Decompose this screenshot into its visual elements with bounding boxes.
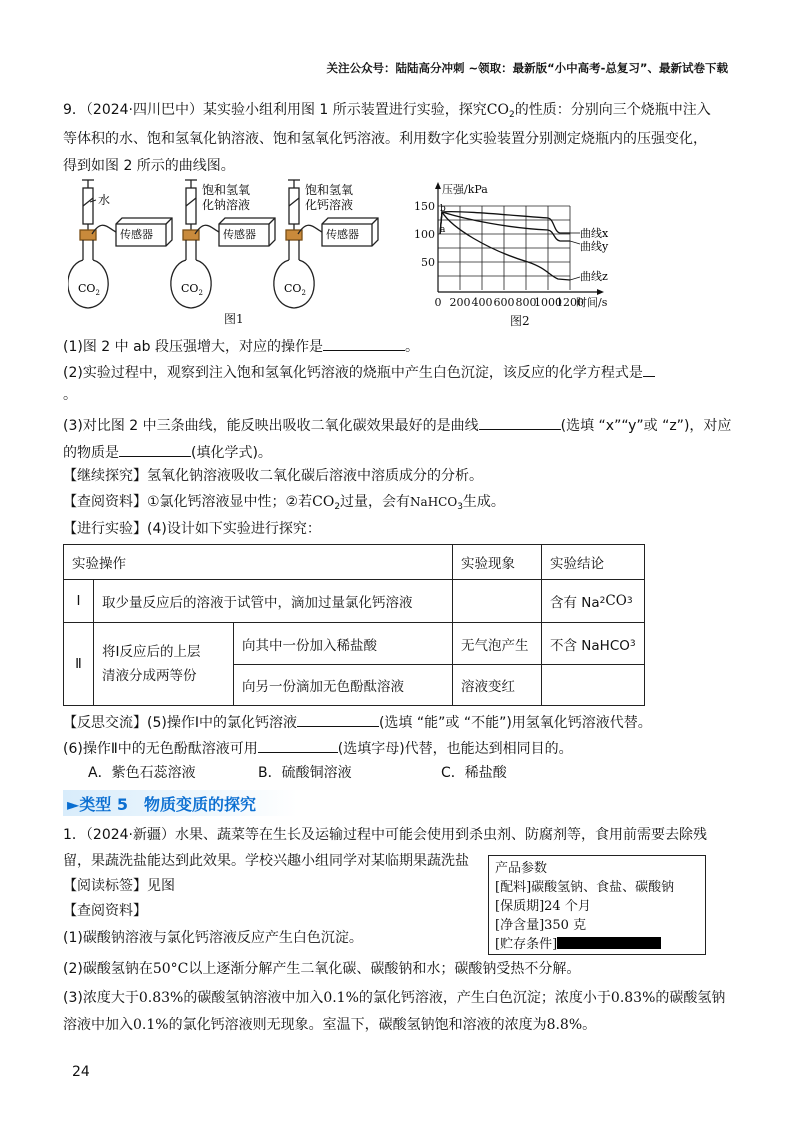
answer-blank-4[interactable]	[119, 442, 191, 457]
q9-line3: 得到如图 2 所示的曲线图。	[63, 158, 235, 174]
q9-continue-explore: 【继续探究】氢氧化钠溶液吸收二氧化碳后溶液中溶质成分的分析。	[63, 468, 483, 484]
answer-blank-1[interactable]	[323, 336, 405, 351]
experiment-table	[63, 544, 645, 706]
q1-info-3: (3)浓度大于0.83%的碳酸氢钠溶液中加入0.1%的氯化钙溶液，产生白色沉淀；浓度小于0.83%的碳酸氢钠	[63, 990, 726, 1006]
params-net-content: [净含量]350 克	[495, 918, 587, 933]
q9-line2: 等体积的水、饱和氢氧化钠溶液、饱和氢氧化钙溶液。利用数字化实验装置分别测定烧瓶内的压强变化，	[63, 131, 707, 147]
row1-number: Ⅰ	[63, 579, 94, 623]
q1-read-label: 【阅读标签】见图	[63, 878, 175, 894]
sensor-label-1: 传感器	[120, 228, 153, 241]
x-tick-label: 600	[493, 296, 515, 309]
q9-line1: 9．（2024·四川巴中）某实验小组利用图 1 所示装置进行实验，探究$CO_2$的性质：分别向三个烧瓶中注入	[63, 102, 711, 120]
curve-label-x: 曲线x	[580, 227, 609, 240]
q1-info-title: 【查阅资料】	[63, 903, 147, 919]
row1-operation: 取少量反应后的溶液于试管中，滴加过量氯化钙溶液	[93, 579, 453, 623]
x-tick-label: 1000	[534, 296, 562, 309]
x-tick-label: 800	[515, 296, 537, 309]
figure2-caption: 图2	[510, 314, 530, 328]
q1-line2: 留，果蔬洗盐能达到此效果。学校兴趣小组同学对某临期果蔬洗盐	[63, 853, 469, 869]
option-b: B．硫酸铜溶液	[258, 765, 352, 781]
row1-phenomenon[interactable]	[452, 579, 542, 623]
params-storage: [贮存条件]	[495, 935, 705, 954]
fig1-label-caoh-2: 化钙溶液	[305, 198, 354, 212]
q1-info-3-cont: 溶液中加入0.1%的氯化钙溶液则无现象。室温下，碳酸氢钠饱和溶液的浓度为8.8%。	[63, 1017, 597, 1033]
sensor-label-3: 传感器	[326, 228, 359, 241]
x-tick-label: 1200	[556, 296, 584, 309]
point-label-a: a	[440, 225, 446, 235]
curve-label-y: 曲线y	[580, 240, 609, 253]
x-tick-label: 0	[434, 296, 442, 309]
fig1-label-naoh-1: 饱和氢氧	[202, 183, 251, 197]
table-header-operation: 实验操作	[63, 544, 453, 580]
product-params-box	[488, 855, 706, 955]
figure2-pressure-chart	[408, 180, 648, 320]
flask-label-3: $CO_2$	[284, 282, 306, 297]
x-tick-label: 400	[471, 296, 493, 309]
row2a-phenomenon: 无气泡产生	[452, 622, 542, 665]
q9-part3-line2: 的物质是 (填化学式)。	[63, 442, 272, 462]
q9-info: 【查阅资料】①氯化钙溶液显中性；②若$CO_2$过量，会有NaHCO$_3$生成。	[63, 494, 505, 512]
table-header-conclusion: 实验结论	[541, 544, 645, 580]
row2a-conclusion: 不含 NaHCO 3	[541, 622, 645, 665]
answer-blank-3[interactable]	[479, 415, 561, 430]
answer-blank-5[interactable]	[297, 712, 379, 727]
row1-conclusion: 含有 Na 2 CO 3	[541, 579, 645, 623]
row2a-operation: 向其中一份加入稀盐酸	[233, 622, 453, 665]
answer-blank-2[interactable]	[643, 362, 655, 377]
q9-part2-end: 。	[63, 387, 77, 403]
q9-part5: 【反思交流】(5)操作Ⅰ中的氯化钙溶液 (选填 “能”或 “不能”)用氢氧化钙溶液代替。	[63, 712, 652, 732]
figure1-caption: 图1	[224, 312, 244, 326]
y-axis-title: 压强/kPa	[442, 183, 488, 196]
fig1-label-caoh-1: 饱和氢氧	[305, 183, 354, 197]
row2b-operation: 向另一份滴加无色酚酞溶液	[233, 664, 453, 706]
flask-label-1: $CO_2$	[78, 282, 100, 297]
q9-part3-line1: (3)对比图 2 中三条曲线，能反映出吸收二氧化碳效果最好的是曲线 (选填 “x”“y”或 “z”)，对应	[63, 415, 731, 435]
page-header: 关注公众号：陆陆高分冲刺 ~领取：最新版“小中高考-总复习”、最新试卷下载	[326, 61, 728, 75]
point-label-b: b	[440, 204, 446, 214]
option-c: C．稀盐酸	[441, 765, 507, 781]
q9-part6: (6)操作Ⅱ中的无色酚酞溶液可用 (选填字母)代替，也能达到相同目的。	[63, 738, 573, 758]
flask-label-2: $CO_2$	[181, 282, 203, 297]
q1-info-2: (2)碳酸氢钠在50°C以上逐渐分解产生二氧化碳、碳酸钠和水；碳酸钠受热不分解。	[63, 961, 581, 977]
q1-info-1: (1)碳酸钠溶液与氯化钙溶液反应产生白色沉淀。	[63, 930, 363, 946]
redaction-bar	[557, 937, 661, 949]
curve-label-z: 曲线z	[580, 270, 608, 283]
row2-number: Ⅱ	[63, 622, 94, 706]
y-tick-label: 50	[421, 256, 435, 269]
y-tick-label: 100	[414, 228, 435, 241]
x-tick-label: 200	[449, 296, 471, 309]
params-ingredients: [配料]碳酸氢钠、食盐、碳酸钠	[495, 880, 675, 895]
q9-experiment: 【进行实验】(4)设计如下实验进行探究：	[63, 521, 321, 537]
params-title: 产品参数	[495, 861, 548, 876]
answer-blank-6[interactable]	[258, 738, 338, 753]
row2-operation: 将Ⅰ反应后的上层 清液分成两等份	[93, 622, 234, 706]
fig1-label-naoh-2: 化钠溶液	[202, 198, 251, 212]
q9-part1: (1)图 2 中 ab 段压强增大，对应的操作是 。	[63, 336, 419, 356]
figure1-apparatus	[68, 178, 388, 328]
option-a: A．紫色石蕊溶液	[88, 765, 196, 781]
page-number: 24	[72, 1064, 90, 1080]
x-axis-title: 时间/s	[576, 296, 608, 309]
row2b-conclusion[interactable]	[541, 664, 645, 706]
row2b-phenomenon: 溶液变红	[452, 664, 542, 706]
section-title-type5: ►类型 5 物质变质的探究	[63, 790, 297, 816]
q9-part2: (2)实验过程中，观察到注入饱和氢氧化钙溶液的烧瓶中产生白色沉淀，该反应的化学方程式是	[63, 362, 655, 382]
table-header-phenomenon: 实验现象	[452, 544, 542, 580]
params-shelf-life: [保质期]24 个月	[495, 899, 591, 914]
q1-line1: 1．（2024·新疆）水果、蔬菜等在生长及运输过程中可能会使用到杀虫剂、防腐剂等，食用前需要去除残	[63, 827, 707, 843]
sensor-label-2: 传感器	[223, 228, 256, 241]
y-tick-label: 150	[414, 200, 435, 213]
fig1-label-water: 水	[98, 193, 111, 207]
